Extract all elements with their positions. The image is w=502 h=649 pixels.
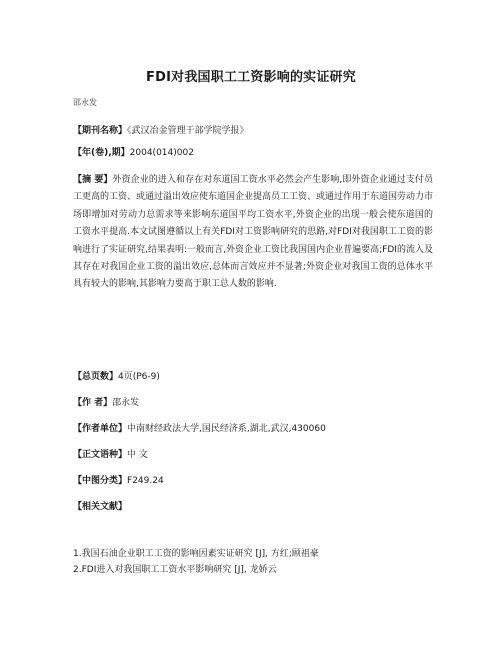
related-label: 【相关文献】: [73, 502, 128, 512]
affiliation-field: [73, 421, 433, 438]
year-issue-label: 【年(卷),期】: [73, 148, 130, 158]
pages-value: 4页(P6-9): [118, 372, 160, 382]
author-byline: 邵永发: [73, 98, 97, 107]
year-issue-field: [73, 145, 433, 162]
author-field: [73, 395, 433, 412]
abstract-field: [73, 172, 433, 294]
language-label: 【正文语种】: [73, 450, 128, 460]
list-item[interactable]: 1.我国石油企业职工工资的影响因素实证研究 [J], 方红;顾祖豪: [73, 549, 319, 559]
classification-label: 【中图分类】: [73, 476, 128, 486]
journal-field: [73, 123, 433, 140]
author-value: 邵永发: [112, 398, 140, 408]
pages-label: 【总页数】: [73, 372, 119, 382]
language-field: [73, 447, 433, 464]
journal-value: 《武汉冶金管理干部学院学报》: [127, 126, 249, 136]
classification-value: F249.24: [127, 476, 164, 486]
related-field: [73, 499, 433, 516]
document-title: FDI对我国职工工资影响的实证研究: [146, 70, 356, 85]
abstract-value: 外资企业的进入和存在对东道国工资水平必然会产生影响,即外资企业通过支付员工更高的工资、或通过溢出效应使东道国企业提高员工工资、或通过作用于东道国劳动力市场即增加对劳动力总需求等来影响东道国平均工资水平,外资企业的出现一般会使东道国的工资水平提高.本文试图遵循以上有关FDI对工资影响研究的思路,对FDI对我国职工工资的影响进行了实证研究,结果表明:一般而言,外资企业工资比我国国内企业普遍要高;FDI的流入及其存在对我国企业工资的溢出效应,总体而言效应并不显著;外资企业对我国工资的总体水平具有较大的影响,其影响力要高于职工总人数的影响.: [73, 175, 434, 290]
list-item[interactable]: 2.FDI进入对我国职工工资水平影响研究 [J], 龙娇云: [73, 565, 277, 575]
author-label: 【作 者】: [73, 398, 113, 408]
reference-list: [73, 546, 453, 578]
pages-field: [73, 369, 433, 386]
year-issue-value: 2004(014)002: [129, 148, 194, 158]
affiliation-label: 【作者单位】: [73, 424, 128, 434]
journal-label: 【期刊名称】: [73, 126, 128, 136]
abstract-label: 【摘 要】: [73, 175, 113, 185]
language-value: 中 文: [127, 450, 148, 460]
classification-field: [73, 473, 433, 490]
affiliation-value: 中南财经政法大学,国民经济系,湖北,武汉,430060: [127, 424, 326, 434]
